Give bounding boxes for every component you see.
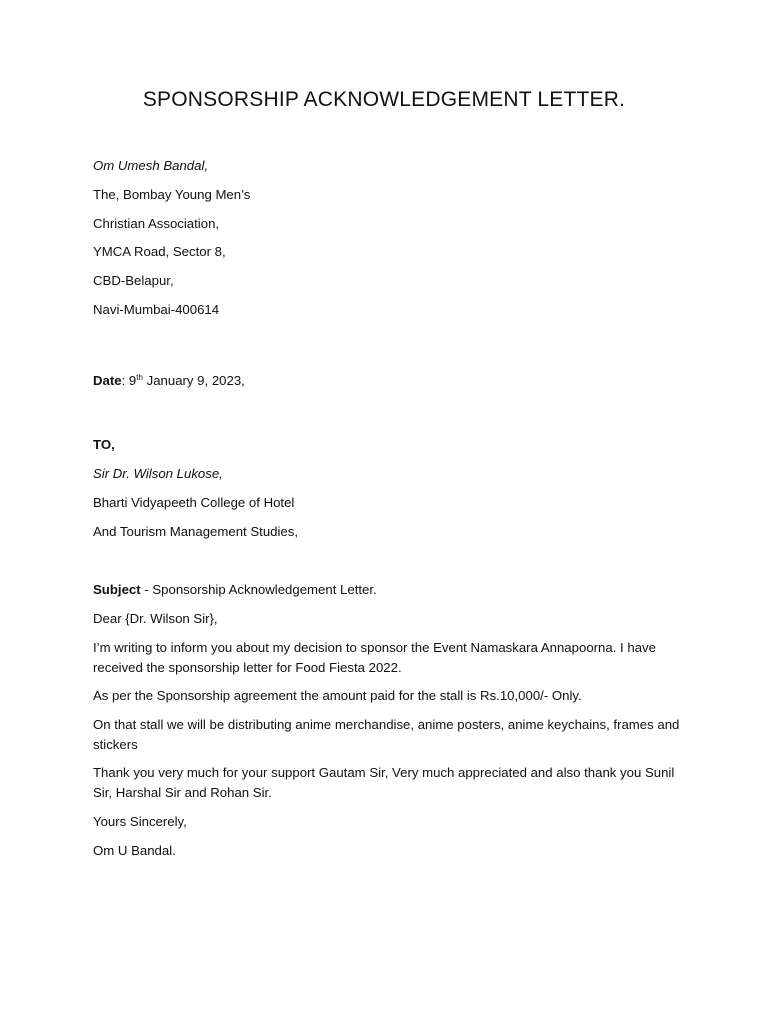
- letter-title: SPONSORSHIP ACKNOWLEDGEMENT LETTER.: [142, 88, 626, 111]
- closing: Yours Sincerely,: [93, 814, 187, 829]
- body-paragraph-2: As per the Sponsorship agreement the amount paid for the stall is Rs.10,000/- Only.: [93, 688, 582, 703]
- date-day-suffix: th: [136, 373, 143, 382]
- date-separator: :: [121, 373, 129, 388]
- date-label: Date: [93, 373, 122, 388]
- subject-line: [93, 580, 377, 600]
- recipient-name: Sir Dr. Wilson Lukose,: [93, 466, 223, 481]
- to-label: TO,: [93, 437, 115, 452]
- body-paragraph-1: I’m writing to inform you about my decision to sponsor the Event Namaskara Annapoorna. I have received the sponsorship letter for Food Fiesta 2022.: [93, 640, 656, 675]
- signature: Om U Bandal.: [93, 843, 176, 858]
- sender-address-line-5: Navi-Mumbai-400614: [93, 302, 220, 317]
- date-line: [93, 371, 245, 391]
- salutation: Dear {Dr. Wilson Sir},: [93, 611, 218, 626]
- recipient-address-line-2: And Tourism Management Studies,: [93, 524, 299, 539]
- body-paragraph-4: Thank you very much for your support Gautam Sir, Very much appreciated and also thank you Sunil Sir, Harshal Sir and Rohan Sir.: [93, 765, 675, 800]
- subject-label: Subject: [93, 582, 141, 597]
- sender-address-line-1: The, Bombay Young Men’s: [93, 187, 251, 202]
- recipient-address-line-1: Bharti Vidyapeeth College of Hotel: [93, 495, 295, 510]
- sender-address-line-3: YMCA Road, Sector 8,: [93, 244, 226, 259]
- sender-address-line-4: CBD-Belapur,: [93, 273, 174, 288]
- date-day: 9: [128, 373, 137, 388]
- date-rest: January 9, 2023,: [142, 373, 245, 388]
- subject-text: - Sponsorship Acknowledgement Letter.: [140, 582, 377, 597]
- sender-address-line-2: Christian Association,: [93, 216, 220, 231]
- sender-name: Om Umesh Bandal,: [93, 158, 209, 173]
- body-paragraph-3: On that stall we will be distributing anime merchandise, anime posters, anime keychains, frames and stickers: [93, 717, 680, 752]
